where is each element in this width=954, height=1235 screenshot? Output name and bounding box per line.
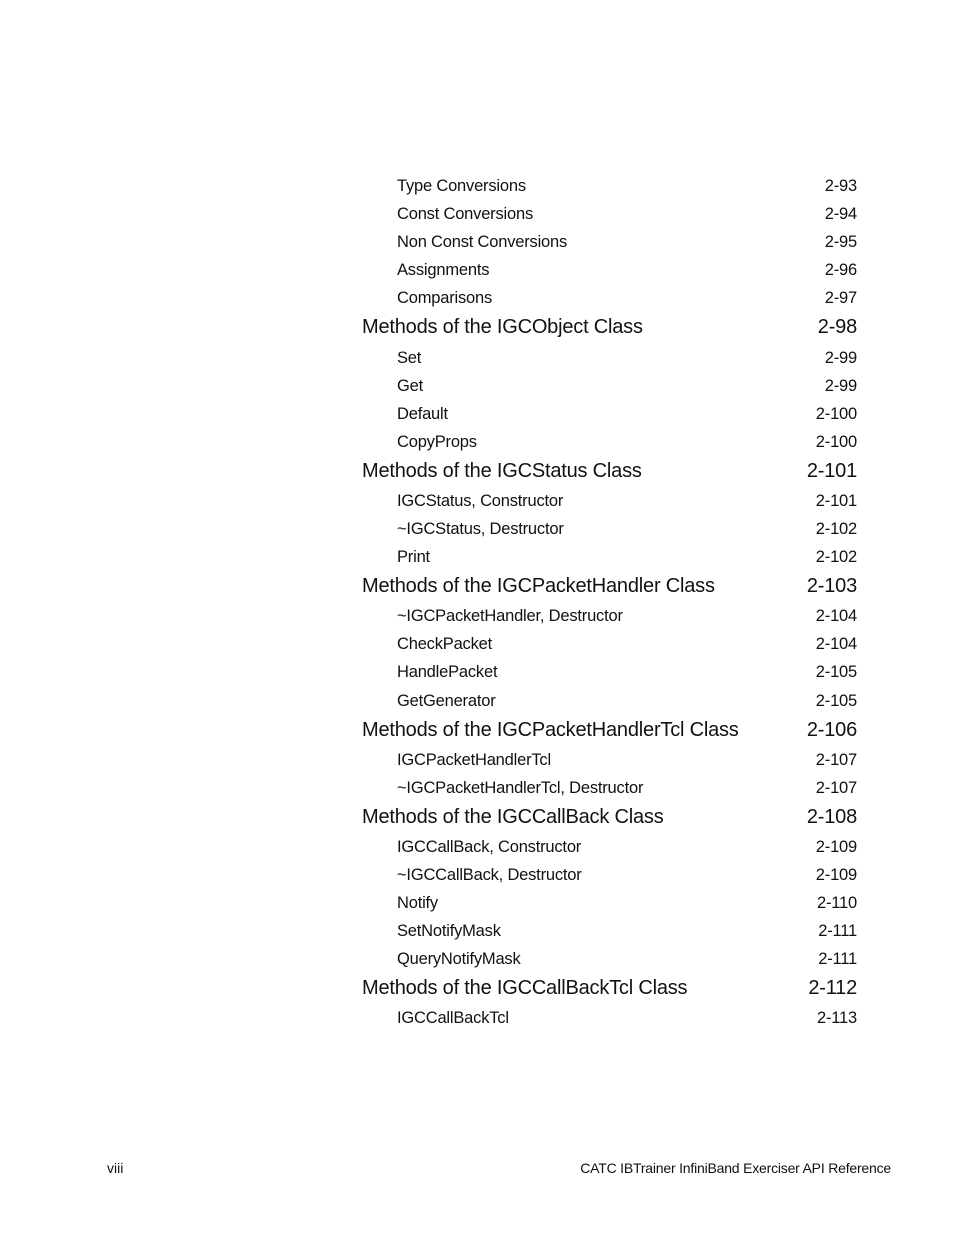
toc-entry-page: 2-94 (824, 205, 857, 224)
toc-section-entry[interactable] (362, 975, 857, 1006)
toc-entry-page: 2-93 (824, 177, 857, 196)
toc-entry-page: 2-112 (808, 977, 857, 1000)
toc-subsection-entry[interactable] (362, 345, 857, 373)
toc-subsection-entry[interactable] (362, 202, 857, 230)
toc-subsection-entry[interactable] (362, 660, 857, 688)
toc-entry-page: 2-111 (818, 950, 857, 969)
toc-entry-page: 2-113 (817, 1009, 857, 1028)
toc-subsection-entry[interactable] (362, 430, 857, 458)
toc-entry-title: ~IGCPacketHandler, Destructor (397, 607, 623, 626)
toc-entry-page: 2-104 (815, 635, 857, 654)
toc-entry-page: 2-97 (824, 289, 857, 308)
toc-subsection-entry[interactable] (362, 1006, 857, 1034)
toc-entry-title: Notify (397, 893, 438, 912)
toc-section-entry[interactable] (362, 458, 857, 489)
toc-entry-page: 2-99 (824, 376, 857, 395)
toc-subsection-entry[interactable] (362, 863, 857, 891)
toc-subsection-entry[interactable] (362, 604, 857, 632)
toc-subsection-entry[interactable] (362, 258, 857, 286)
toc-entry-page: 2-109 (815, 837, 857, 856)
toc-subsection-entry[interactable] (362, 891, 857, 919)
footer-page-number: viii (107, 1160, 124, 1176)
toc-entry-title: CheckPacket (397, 635, 493, 654)
toc-section-entry[interactable] (362, 717, 857, 748)
toc-entry-title: Const Conversions (397, 205, 533, 224)
toc-entry-title: Methods of the IGCPacketHandler Class (362, 575, 715, 598)
toc-entry-page: 2-106 (806, 718, 857, 741)
toc-entry-page: 2-108 (806, 805, 857, 828)
toc-subsection-entry[interactable] (362, 776, 857, 804)
toc-entry-page: 2-99 (824, 348, 857, 367)
toc-entry-page: 2-101 (815, 491, 857, 510)
footer-document-title: CATC IBTrainer InfiniBand Exerciser API Reference (580, 1160, 891, 1176)
toc-subsection-entry[interactable] (362, 402, 857, 430)
toc-entry-page: 2-105 (815, 663, 857, 682)
toc-entry-title: SetNotifyMask (397, 922, 501, 941)
toc-subsection-entry[interactable] (362, 835, 857, 863)
table-of-contents (362, 174, 857, 1034)
toc-entry-page: 2-98 (817, 316, 857, 339)
page-footer (107, 1160, 891, 1180)
toc-subsection-entry[interactable] (362, 947, 857, 975)
toc-entry-title: ~IGCPacketHandlerTcl, Destructor (397, 778, 644, 797)
toc-entry-page: 2-110 (817, 893, 857, 912)
toc-entry-title: IGCPacketHandlerTcl (397, 750, 551, 769)
toc-entry-title: Print (397, 548, 430, 567)
toc-entry-title: IGCCallBack, Constructor (397, 837, 582, 856)
toc-entry-page: 2-107 (815, 750, 857, 769)
toc-entry-title: IGCCallBackTcl (397, 1009, 509, 1028)
toc-subsection-entry[interactable] (362, 632, 857, 660)
toc-entry-page: 2-105 (815, 691, 857, 710)
toc-entry-title: Methods of the IGCCallBack Class (362, 805, 664, 828)
toc-entry-title: ~IGCStatus, Destructor (397, 520, 564, 539)
toc-entry-title: GetGenerator (397, 691, 496, 710)
toc-entry-title: IGCStatus, Constructor (397, 491, 564, 510)
toc-entry-title: Methods of the IGCCallBackTcl Class (362, 977, 688, 1000)
toc-entry-page: 2-102 (815, 520, 857, 539)
toc-subsection-entry[interactable] (362, 517, 857, 545)
toc-entry-page: 2-101 (806, 459, 857, 482)
toc-subsection-entry[interactable] (362, 919, 857, 947)
toc-entry-title: Get (397, 376, 423, 395)
toc-entry-title: Assignments (397, 261, 490, 280)
toc-subsection-entry[interactable] (362, 374, 857, 402)
toc-entry-title: Methods of the IGCStatus Class (362, 459, 642, 482)
toc-subsection-entry[interactable] (362, 174, 857, 202)
toc-entry-title: Type Conversions (397, 177, 526, 196)
toc-subsection-entry[interactable] (362, 489, 857, 517)
toc-entry-title: CopyProps (397, 432, 477, 451)
toc-entry-title: QueryNotifyMask (397, 950, 521, 969)
toc-section-entry[interactable] (362, 804, 857, 835)
toc-entry-page: 2-109 (815, 865, 857, 884)
toc-entry-title: Default (397, 404, 448, 423)
toc-subsection-entry[interactable] (362, 688, 857, 716)
toc-subsection-entry[interactable] (362, 545, 857, 573)
toc-entry-title: HandlePacket (397, 663, 498, 682)
toc-entry-page: 2-104 (815, 607, 857, 626)
toc-entry-page: 2-111 (818, 922, 857, 941)
toc-subsection-entry[interactable] (362, 286, 857, 314)
toc-subsection-entry[interactable] (362, 748, 857, 776)
toc-entry-title: ~IGCCallBack, Destructor (397, 865, 582, 884)
toc-entry-page: 2-107 (815, 778, 857, 797)
toc-entry-page: 2-102 (815, 548, 857, 567)
toc-section-entry[interactable] (362, 314, 857, 345)
toc-entry-page: 2-96 (824, 261, 857, 280)
toc-entry-page: 2-95 (824, 233, 857, 252)
toc-entry-page: 2-100 (815, 432, 857, 451)
toc-section-entry[interactable] (362, 573, 857, 604)
toc-subsection-entry[interactable] (362, 230, 857, 258)
toc-entry-page: 2-100 (815, 404, 857, 423)
toc-entry-title: Methods of the IGCPacketHandlerTcl Class (362, 718, 739, 741)
toc-entry-title: Set (397, 348, 422, 367)
toc-entry-title: Methods of the IGCObject Class (362, 316, 643, 339)
toc-entry-title: Non Const Conversions (397, 233, 568, 252)
toc-entry-page: 2-103 (806, 575, 857, 598)
toc-entry-title: Comparisons (397, 289, 493, 308)
